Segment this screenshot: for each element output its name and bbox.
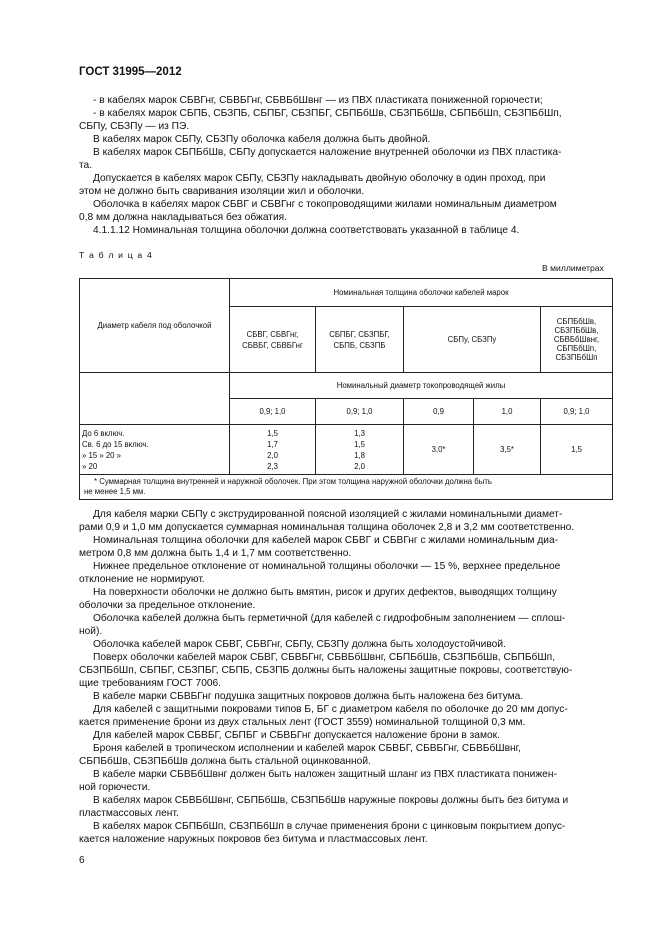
col2-values (316, 425, 404, 475)
brand-line: СБВБбШвнг, (553, 335, 600, 344)
paragraph-line: Оболочка кабелей должна быть герметичной (для кабелей с гидрофобным заполнением — сплош- (93, 613, 566, 624)
footnote-line: не менее 1,5 мм. (84, 487, 146, 496)
brand-line: СБЗПБбШп (555, 353, 598, 362)
footnote-line: * Суммарная толщина внутренней и наружной оболочек. При этом толщина наружной оболочки должна быть (94, 477, 492, 486)
brand-group-4 (541, 307, 613, 373)
nominal-thickness-header: Номинальная толщина оболочки кабелей марок (230, 279, 613, 307)
col3-value: 3,0* (404, 425, 474, 475)
brand-line: СБВГ, СБВГнг, (246, 329, 299, 339)
diameter-row: До 6 включ. (82, 428, 125, 438)
diameter-column-header: Диаметр кабеля под оболочкой (80, 279, 230, 373)
paragraph-line: На поверхности оболочки не должно быть вмятин, рисок и других дефектов, выводящих толщину (93, 587, 557, 598)
paragraph-line: кается применение брони из двух стальных лент (ГОСТ 3559) номинальной толщиной 0,3 мм. (79, 717, 526, 728)
paragraph-line: В кабелях марок СБПБбШв, СБПу допускается наложение внутренней оболочки из ПВХ пластика- (93, 147, 562, 158)
paragraph-line: - в кабелях марок СБВГнг, СБВБГнг, СБВБбШвнг — из ПВХ пластиката пониженной горючести; (93, 95, 543, 106)
cell-value: 2,3 (267, 461, 278, 471)
paragraph-line: метром 0,8 мм должна быть 1,4 и 1,7 мм соответственно. (79, 548, 352, 559)
paragraph-line: отклонение не нормируют. (79, 574, 205, 585)
paragraph-line: Поверх оболочки кабелей марок СБВГ, СБВБГнг, СБВБбШвнг, СБПБбШв, СБЗПБбШв, СБПБбШп, (93, 652, 556, 663)
paragraph-line: СБПБбШв, СБЗПБбШв должна быть стальной оцинкованной. (79, 756, 371, 767)
paragraph-line: Броня кабелей в тропическом исполнении и кабелей марок СБВБГ, СБВБГнг, СБВБбШвнг, (93, 743, 521, 754)
brand-group-1 (230, 307, 316, 373)
diameter-row: » 15 » 20 » (82, 450, 122, 460)
paragraph-line: этом не должно быть сваривания изоляции жил и оболочки. (79, 186, 365, 197)
conductor-value: 0,9; 1,0 (316, 399, 404, 425)
table-caption: Т а б л и ц а 4 (79, 250, 153, 260)
col4-value: 3,5* (474, 425, 541, 475)
cell-value: 2,0 (267, 450, 278, 460)
paragraph-line: Номинальная толщина оболочки для кабелей марок СБВГ и СБВГнг с жилами номинальным диа- (93, 535, 559, 546)
paragraph-line: СБПу, СБЗПу — из ПЭ. (79, 121, 190, 132)
paragraph-line: ной). (79, 626, 103, 637)
paragraph-line: Для кабелей с защитными покровами типов Б, БГ с диаметром кабеля по оболочке до 20 мм допус- (93, 704, 568, 715)
cell-value: 2,0 (354, 461, 365, 471)
paragraph-line: оболочки за предельное отклонение. (79, 600, 256, 611)
brand-line: СБПБбШп, (556, 344, 597, 353)
page-number: 6 (79, 855, 85, 866)
paragraph-line: Допускается в кабелях марок СБПу, СБЗПу накладывать двойную оболочку в один проход, при (93, 173, 546, 184)
table-footnote (80, 475, 613, 500)
paragraph-line: кается наложение наружных покровов без битума и пластмассовых лент. (79, 834, 428, 845)
cell-value: 1,5 (267, 428, 278, 438)
brand-group-2 (316, 307, 404, 373)
conductor-value: 0,9 (404, 399, 474, 425)
table-units: В миллиметрах (542, 263, 604, 273)
paragraph-line: пластмассовых лент. (79, 808, 179, 819)
conductor-value: 0,9; 1,0 (230, 399, 316, 425)
brand-line: СБПБбШв, (556, 317, 597, 326)
diameter-row: Св. 6 до 15 включ. (82, 439, 149, 449)
paragraph-line: - в кабелях марок СБПБ, СБЗПБ, СБПБГ, СБЗПБГ, СБПБбШв, СБЗПБбШв, СБПБбШп, СБЗПБбШп, (93, 108, 562, 119)
brand-group-3: СБПу, СБЗПу (404, 307, 541, 373)
table-4 (79, 278, 613, 500)
col1-values (230, 425, 316, 475)
paragraph-line: Оболочка кабелей марок СБВГ, СБВГнг, СБПу, СБЗПу должна быть холодоустойчивой. (93, 639, 506, 650)
brand-line: СБПБ, СБЗПБ (333, 340, 386, 350)
brand-line: СБПБГ, СБЗПБГ, (329, 329, 390, 339)
diameter-row: » 20 (82, 461, 98, 471)
paragraph-line: щие требованиям ГОСТ 7006. (79, 678, 222, 689)
paragraph-line: В кабеле марки СБВБГнг подушка защитных покровов должна быть наложена без битума. (93, 691, 524, 702)
paragraph-line: ной горючести. (79, 782, 151, 793)
diameter-rows (80, 425, 230, 475)
paragraph-line: рами 0,9 и 1,0 мм допускается суммарная номинальная толщина оболочек 2,8 и 3,2 мм соответственно. (79, 522, 575, 533)
paragraph-line: В кабеле марки СБВБбШвнг должен быть наложен защитный шланг из ПВХ пластиката понижен- (93, 769, 557, 780)
paragraph-line: В кабелях марок СБВБбШвнг, СБПБбШв, СБЗПБбШв наружные покровы должны быть без битума и (93, 795, 569, 806)
cell-value: 1,8 (354, 450, 365, 460)
cell-value: 1,7 (267, 439, 278, 449)
paragraph-line: 4.1.1.12 Номинальная толщина оболочки должна соответствовать указанной в таблице 4. (93, 225, 520, 236)
paragraph-line: В кабелях марок СБПу, СБЗПу оболочка кабеля должна быть двойной. (93, 134, 431, 145)
brand-line: СБЗПБбШв, (554, 326, 599, 335)
paragraph-line: В кабелях марок СБПБбШп, СБЗПБбШп в случае применения брони с цинковым покрытием допус- (93, 821, 566, 832)
cell-value: 1,5 (354, 439, 365, 449)
paragraph-line: Оболочка в кабелях марок СБВГ и СБВГнг с токопроводящими жилами номинальным диаметром (93, 199, 557, 210)
paragraph-line: Для кабелей марок СБВБГ, СБПБГ и СБВБГнг допускается наложение брони в замок. (93, 730, 500, 741)
paragraph-line: та. (79, 160, 93, 171)
conductor-value: 1,0 (474, 399, 541, 425)
paragraph-line: Нижнее предельное отклонение от номинальной толщины оболочки — 15 %, верхнее предельное (93, 561, 561, 572)
paragraph-line: Для кабеля марки СБПу с экструдированной поясной изоляцией с жилами номинальными диамет- (93, 509, 563, 520)
paragraph-line: 0,8 мм должна накладываться без обжатия. (79, 212, 288, 223)
cell-value: 1,3 (354, 428, 365, 438)
col5-value: 1,5 (541, 425, 613, 475)
conductor-value: 0,9; 1,0 (541, 399, 613, 425)
document-header: ГОСТ 31995—2012 (79, 66, 182, 78)
paragraph-line: СБЗПБбШп, СБПБГ, СБЗПБГ, СБПБ, СБЗПБ должны быть наложены защитные покровы, соответствую- (79, 665, 573, 676)
conductor-diameter-header: Номинальный диаметр токопроводящей жилы (230, 373, 613, 399)
brand-line: СБВБГ, СБВБГнг (242, 340, 303, 350)
